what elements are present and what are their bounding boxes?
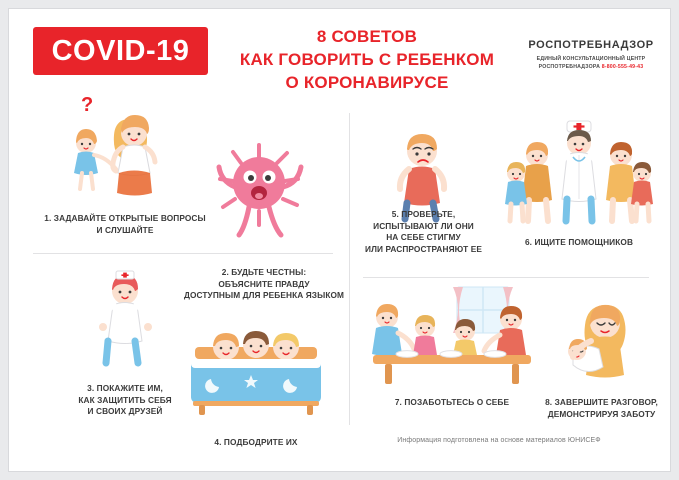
covid-badge-label: COVID-19 xyxy=(51,34,190,67)
caption-tip-8-line-2: ДЕМОНСТРИРУЯ ЗАБОТУ xyxy=(547,408,656,419)
caption-tip-2-line-1: 2. БУДЬТЕ ЧЕСТНЫ: xyxy=(221,267,307,277)
covid-badge xyxy=(33,27,208,75)
mother-hugging-baby-icon xyxy=(568,305,626,378)
caption-tip-2 xyxy=(179,267,349,302)
org-name: РОСПОТРЕБНАДЗОР xyxy=(528,39,654,51)
illustration-tip-5 xyxy=(377,121,467,221)
doctor-figure xyxy=(558,121,600,221)
org-sub-line-1: ЕДИНЫЙ КОНСУЛЬТАЦИОННЫЙ ЦЕНТР xyxy=(536,56,646,62)
page-title-line-2: КАК ГОВОРИТЬ С РЕБЕНКОМ xyxy=(239,50,495,69)
family-dinner-icon xyxy=(372,287,531,384)
caption-tip-4 xyxy=(181,437,331,449)
poster xyxy=(8,8,671,472)
caption-tip-5-line-4: ИЛИ РАСПРОСТРАНЯЮТ ЕЕ xyxy=(365,243,482,254)
org-sub-line-2: РОСПОТРЕБНАДЗОРА 8-800-555-49-43 xyxy=(538,63,644,70)
caption-tip-4-line-1: 4. ПОДБОДРИТЕ ИХ xyxy=(214,437,298,447)
caption-tip-1-line-1: 1. ЗАДАВАЙТЕ ОТКРЫТЫЕ ВОПРОСЫ xyxy=(44,213,206,223)
rospotrebnadzor-block xyxy=(521,39,661,71)
caption-tip-8 xyxy=(539,397,664,420)
page-title xyxy=(223,25,511,94)
question-mark-icon: ? xyxy=(81,94,94,116)
page-title-line-1: 8 СОВЕТОВ xyxy=(316,27,418,46)
virus-icon xyxy=(219,145,301,235)
nurse-icon xyxy=(99,271,152,363)
caption-tip-7 xyxy=(361,397,543,409)
illustration-tip-2 xyxy=(209,137,319,257)
sad-boy-icon xyxy=(400,134,444,219)
mother-figure xyxy=(113,115,155,196)
vertical-divider xyxy=(349,113,350,425)
org-subtitle xyxy=(521,56,661,71)
poster-header xyxy=(9,9,672,101)
family-member-right-child xyxy=(631,162,653,221)
illustration-tip-3 xyxy=(85,259,165,369)
caption-tip-5 xyxy=(361,209,486,255)
caption-tip-2-line-3: ДОСТУПНЫМ ДЛЯ РЕБЕНКА ЯЗЫКОМ xyxy=(183,290,345,300)
footer-note: Информация подготовлена на основе материалов ЮНИСЕФ xyxy=(397,437,601,444)
caption-tip-5-line-1: 5. ПРОВЕРЬТЕ, xyxy=(391,209,456,219)
caption-tip-5-line-3: НА СЕБЕ СТИГМУ xyxy=(386,232,461,242)
caption-tip-1-line-2: И СЛУШАЙТЕ xyxy=(96,224,154,235)
caption-tip-6-line-1: 6. ИЩИТЕ ПОМОЩНИКОВ xyxy=(524,237,634,247)
caption-tip-2-line-2: ОБЪЯСНИТЕ ПРАВДУ xyxy=(218,278,310,289)
illustration-tip-7 xyxy=(361,287,543,389)
caption-tip-8-line-1: 8. ЗАВЕРШИТЕ РАЗГОВОР, xyxy=(545,397,658,407)
illustration-tip-6 xyxy=(499,117,659,229)
illustration-tip-1 xyxy=(55,89,195,199)
caption-tip-3-line-3: И СВОИХ ДРУЗЕЙ xyxy=(87,406,163,416)
kids-in-bed-icon xyxy=(191,331,321,415)
org-phone: 8-800-555-49-43 xyxy=(601,63,644,70)
family-group-icon xyxy=(505,121,653,221)
girl-figure xyxy=(74,129,116,189)
illustration-tip-8 xyxy=(553,295,653,391)
dinner-person-child-left xyxy=(413,315,437,357)
caption-tip-7-line-1: 7. ПОЗАБОТЬТЕСЬ О СЕБЕ xyxy=(394,397,510,407)
illustration-tip-4 xyxy=(181,309,331,419)
caption-tip-3-line-1: 3. ПОКАЖИТЕ ИМ, xyxy=(87,383,163,393)
right-horizontal-divider xyxy=(363,277,649,278)
family-member-left-adult xyxy=(522,142,552,221)
page-title-line-3: О КОРОНАВИРУСЕ xyxy=(285,73,449,92)
dinner-person-left xyxy=(372,304,414,356)
family-member-right-adult xyxy=(606,142,636,221)
caption-tip-6 xyxy=(499,237,659,249)
caption-tip-1 xyxy=(25,213,225,236)
caption-tip-3-line-2: КАК ЗАЩИТИТЬ СЕБЯ xyxy=(78,394,172,405)
family-member-left-child xyxy=(505,162,527,221)
caption-tip-5-line-2: ИСПЫТЫВАЮТ ЛИ ОНИ xyxy=(373,220,474,231)
